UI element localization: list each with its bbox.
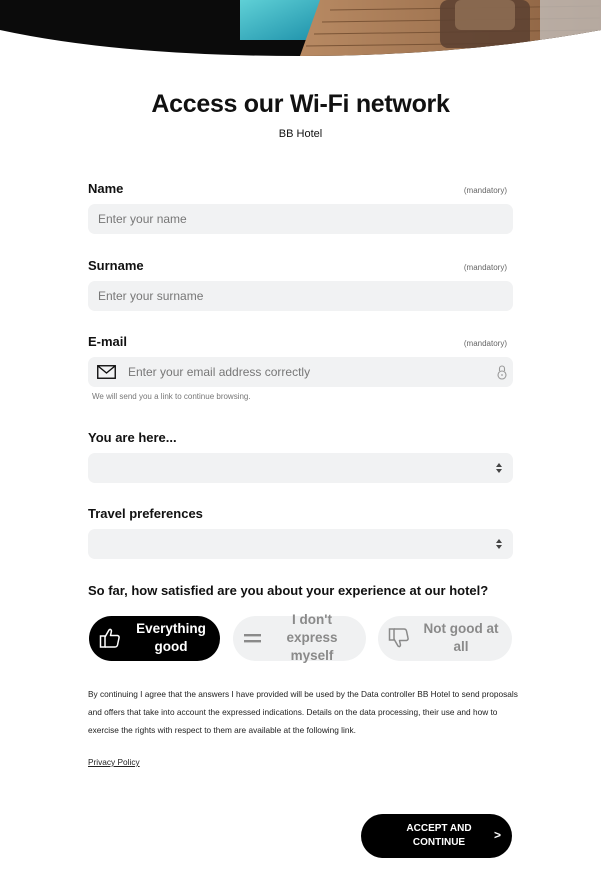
rating-neutral-button[interactable]: [233, 612, 366, 663]
rating-everything-good-button[interactable]: [89, 616, 220, 661]
surname-label: Surname: [88, 258, 144, 273]
surname-mandatory: (mandatory): [463, 263, 507, 272]
header-image: [0, 0, 601, 56]
name-input[interactable]: [88, 204, 513, 234]
chevron-right-icon: >: [493, 828, 501, 842]
name-label: Name: [88, 181, 124, 196]
privacy-policy-link[interactable]: Privacy Policy: [88, 757, 140, 767]
hotel-name: BB Hotel: [278, 128, 323, 140]
password-manager-icon[interactable]: [497, 364, 507, 380]
travel-preferences-select[interactable]: [88, 529, 513, 559]
thumbs-up-icon: [99, 627, 121, 649]
satisfaction-question: So far, how satisfied are you about your experience at our hotel?: [88, 583, 489, 598]
travel-preferences-label: Travel preferences: [88, 506, 203, 521]
rating-not-good-button[interactable]: [378, 616, 512, 661]
select-arrows-icon: [495, 461, 503, 475]
page-title: Access our Wi-Fi network: [151, 90, 450, 118]
accept-button-label: ACCEPT AND CONTINUE: [406, 823, 472, 848]
location-select[interactable]: [88, 453, 513, 483]
consent-text: By continuing I agree that the answers I have provided will be used by the Data controller BB Hotel to send proposals and offers that take into account the expressed indications. Details on the data processing, their use and how to exercise the rights with respect to them are available at the following link.: [88, 689, 518, 735]
email-input[interactable]: [120, 357, 490, 387]
email-label: E-mail: [88, 334, 128, 349]
rating-everything-good-label: Everything good: [136, 621, 206, 654]
thumbs-down-icon: [388, 627, 410, 649]
name-mandatory: (mandatory): [463, 186, 507, 195]
email-hint: We will send you a link to continue browsing.: [92, 392, 251, 401]
mail-icon: [97, 365, 116, 379]
location-label: You are here...: [88, 430, 177, 445]
rating-not-good-label: Not good at all: [423, 621, 499, 654]
hotel-pool-image: [0, 0, 601, 56]
accept-and-continue-button[interactable]: [361, 814, 512, 858]
surname-input[interactable]: [88, 281, 513, 311]
email-field: [88, 357, 513, 387]
email-mandatory: (mandatory): [463, 339, 507, 348]
select-arrows-icon: [495, 537, 503, 551]
equals-icon: [243, 627, 263, 649]
rating-neutral-label: I don't express myself: [286, 612, 338, 663]
